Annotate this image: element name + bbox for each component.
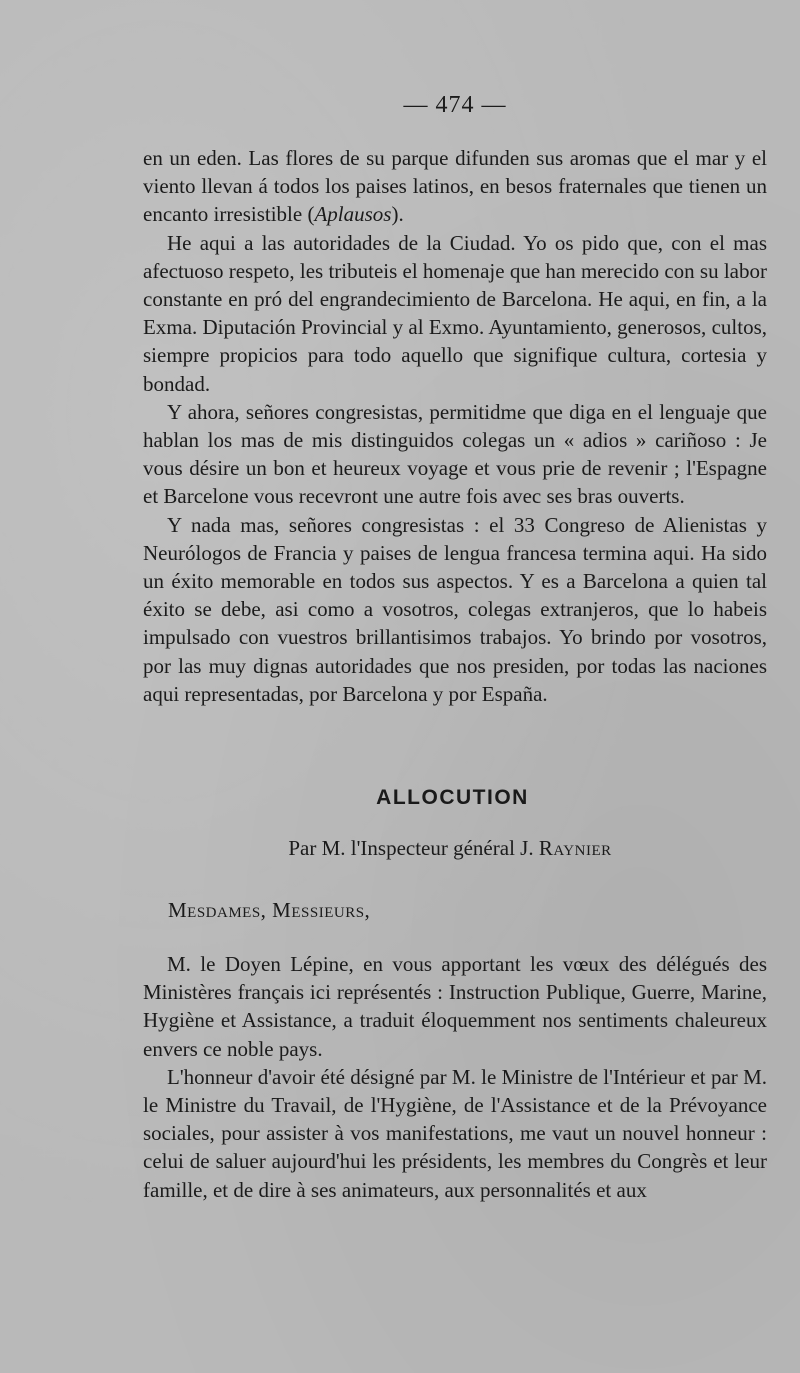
spanish-paragraph-4: Y nada mas, señores congresistas : el 33 Congreso de Alienistas y Neurólogos de Francia y paises de lengua francesa termina aqui. Ha sido un éxito memorable en todos sus aspectos. Y es a Barcelona a quien tal éxito se debe, asi como a vosotros, colegas extranjeros, que lo habeis impulsado con vuestros brillantisimos trabajos. Yo brindo por vosotros, por las muy dignas autoridades que nos presiden, por todas las naciones aqui representadas, por Barcelona y por España. <box>143 512 767 706</box>
byline-prefix: Par M. l'Inspecteur général J. <box>288 836 539 860</box>
french-speech-body <box>143 950 767 1204</box>
spanish-paragraph-1-text: en un eden. Las flores de su parque difunden sus aromas que el mar y el viento llevan á todos los paises latinos, en besos fraternales que tienen un encanto irresistible ( <box>143 146 767 227</box>
salutation: Mesdames, Messieurs, <box>168 898 371 922</box>
byline <box>0 836 800 861</box>
spanish-paragraph-2: He aqui a las autoridades de la Ciudad. Yo os pido que, con el mas afectuoso respeto, les tributeis el homenaje que han merecido con su labor constante en pró del engrandecimiento de Barcelona. He aqui, en fin, a la Exma. Diputación Provincial y al Exmo. Ayuntamiento, generosos, cultos, siempre propicios para todo aquello que signifique cultura, cortesia y bondad. <box>143 230 767 396</box>
spanish-paragraph-3: Y ahora, señores congresistas, permitidme que diga en el lenguaje que hablan los mas de mis distinguidos colegas un « adios » cariñoso : Je vous désire un bon et heureux voyage et vous prie de revenir ; l'Espagne et Barcelone vous recevront une autre fois avec ses bras ouverts. <box>143 399 767 509</box>
spanish-paragraph-1 <box>143 144 767 229</box>
applause-note: Aplausos <box>314 202 392 227</box>
author-name: Raynier <box>538 836 612 860</box>
section-title: ALLOCUTION <box>376 786 529 809</box>
spanish-paragraph-1-end: ). <box>391 202 404 227</box>
spanish-speech-body <box>143 144 767 708</box>
page-number: — 474 — <box>403 92 507 118</box>
french-paragraph-2: L'honneur d'avoir été désigné par M. le Ministre de l'Intérieur et par M. le Ministre du Travail, de l'Hygiène, de l'Assistance et de la Prévoyance sociales, pour assister à vos manifestations, me vaut un nouvel honneur : celui de saluer aujourd'hui les présidents, les membres du Congrès et leur famille, et de dire à ses animateurs, aux personnalités et aux <box>143 1064 767 1202</box>
french-paragraph-1: M. le Doyen Lépine, en vous apportant les vœux des délégués des Ministères français ici représentés : Instruction Publique, Guerre, Marine, Hygiène et Assistance, a traduit éloquemment nos sentiments chaleureux envers ce noble pays. <box>143 952 767 1061</box>
